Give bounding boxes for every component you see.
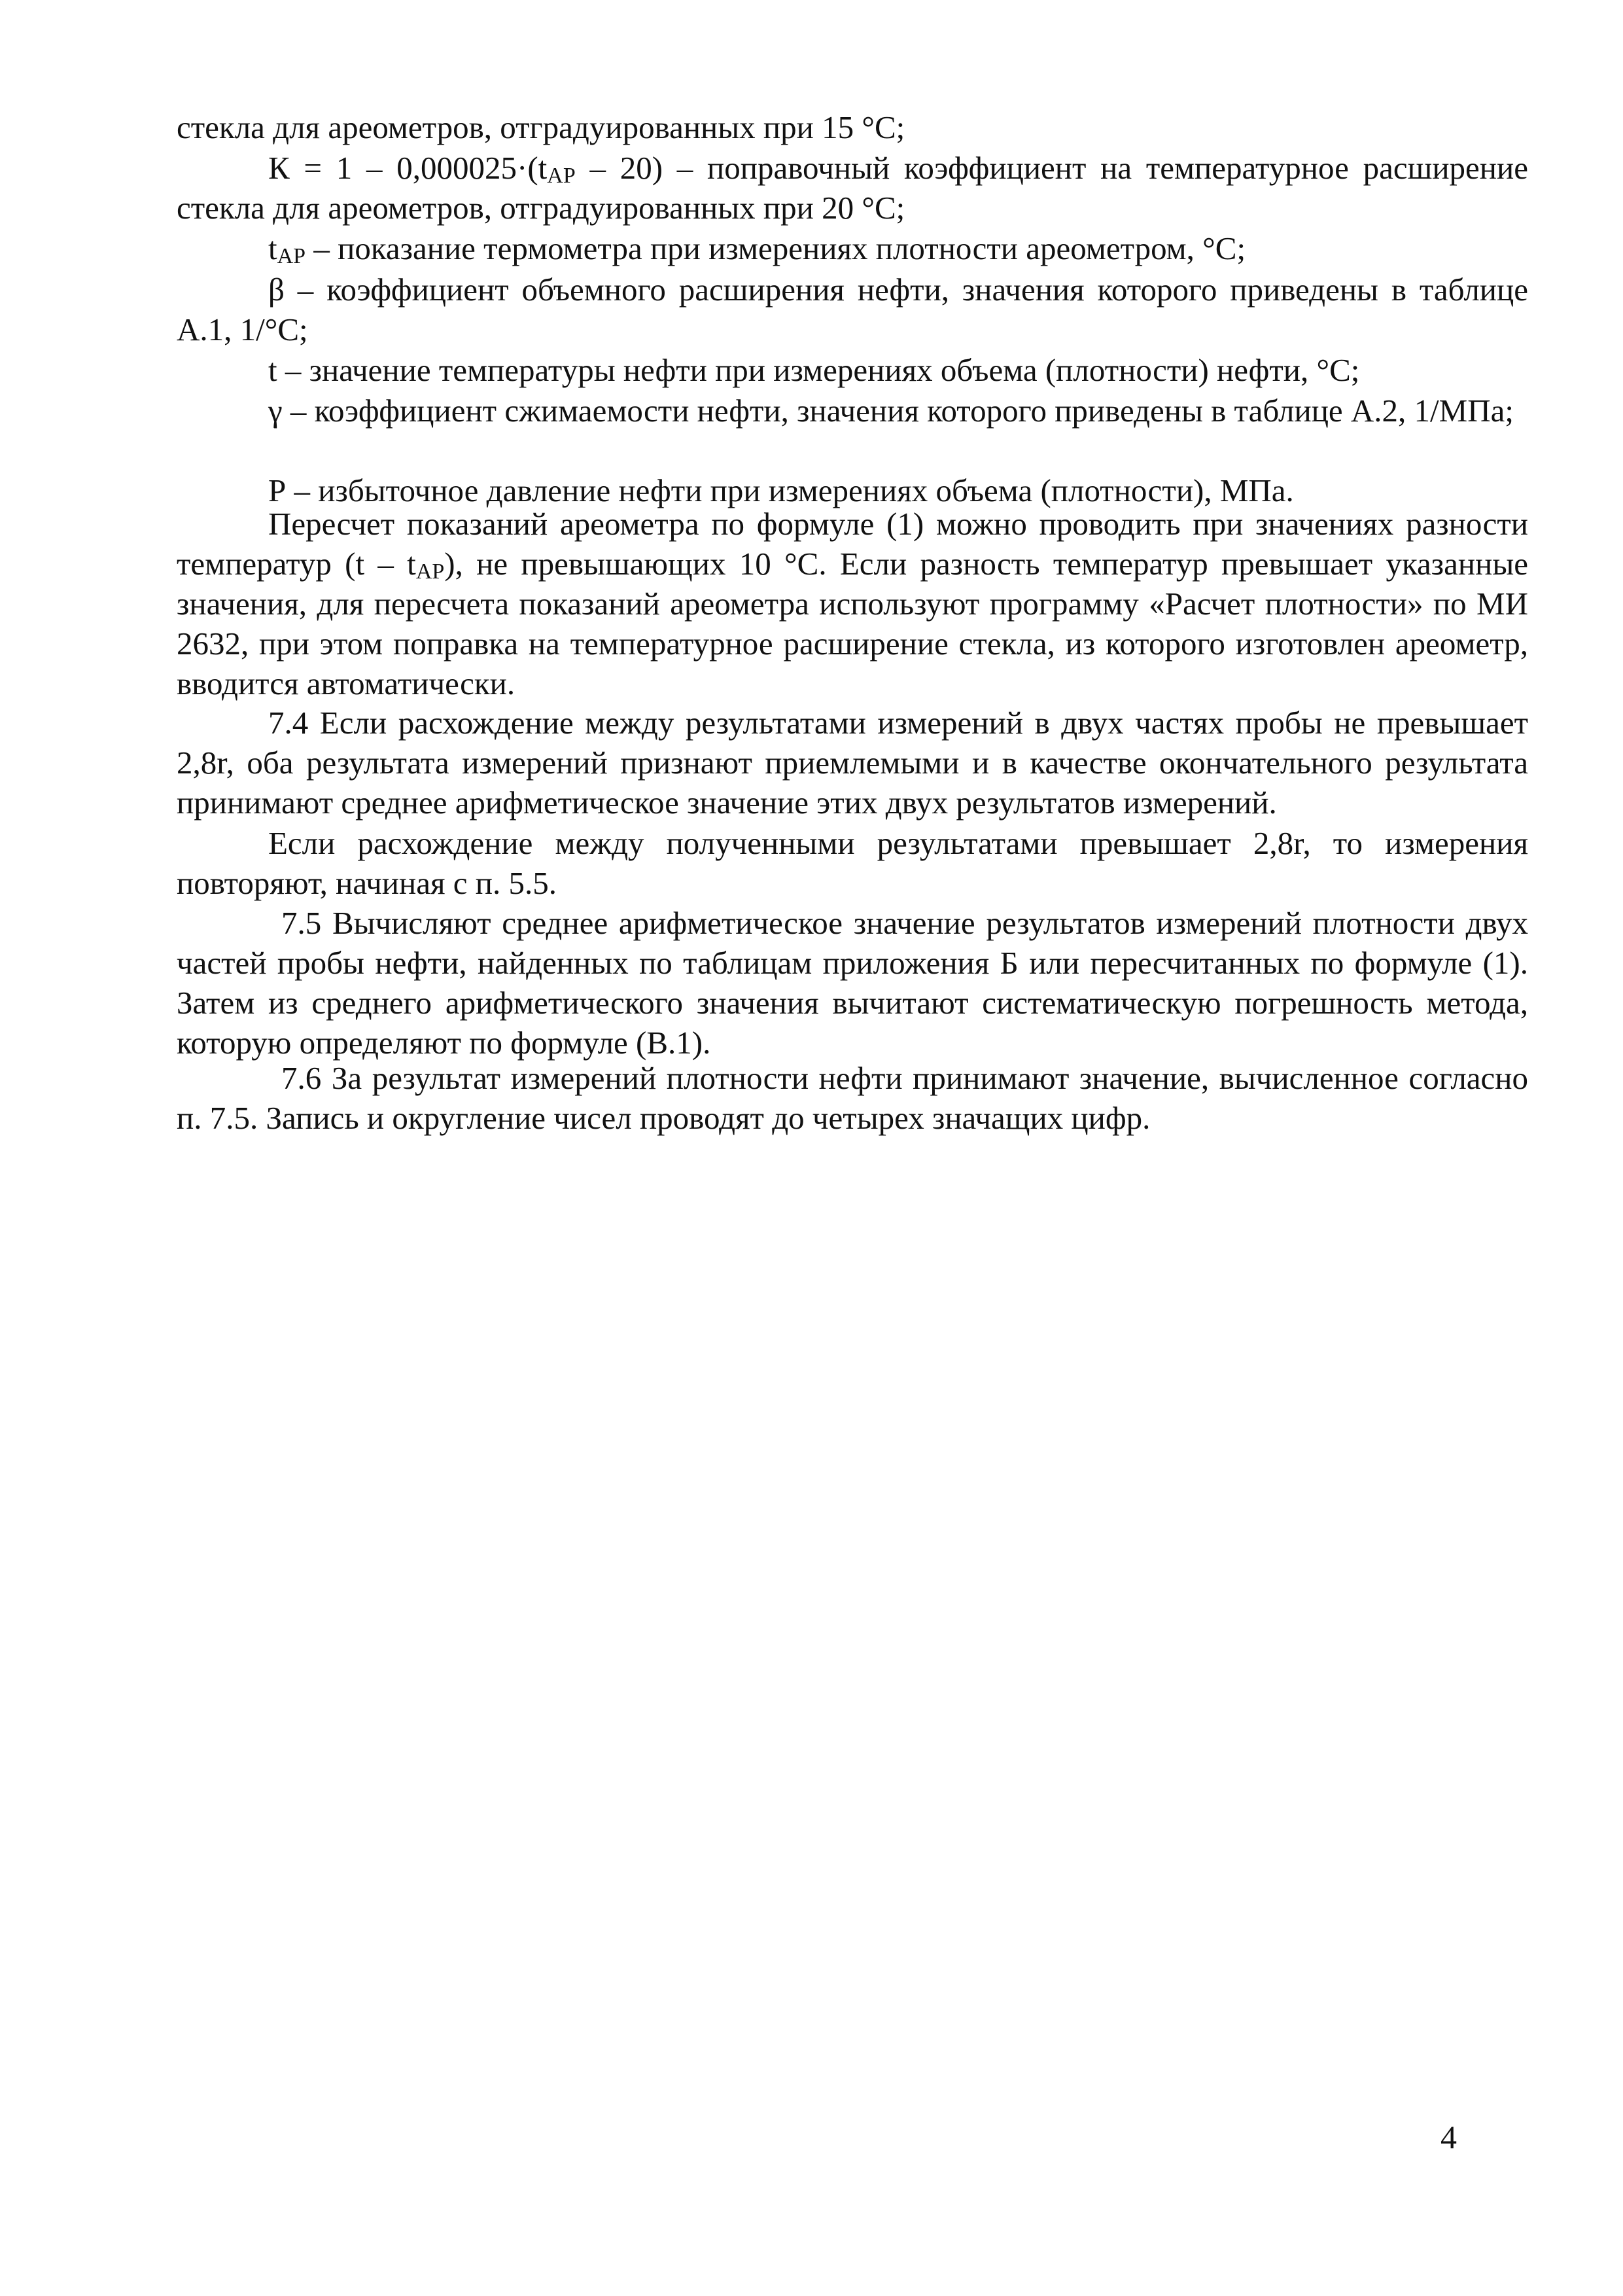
text-fragment: – показание термометра при измерениях плотности ареометром, °С;: [305, 230, 1246, 266]
paragraph-beta: β – коэффициент объемного расширения нефти, значения которого приведены в таблице А.1, 1/°С;: [177, 272, 1528, 347]
paragraph-gamma: γ – коэффициент сжимаемости нефти, значения которого приведены в таблице А.2, 1/МПа;: [268, 393, 1514, 429]
subscript: AP: [547, 164, 576, 188]
text-fragment: – 20) – поправочный коэффициент на температурное расширение стекла для ареометров, отградуированных при 20 °С;: [177, 150, 1528, 226]
paragraph-7-5: 7.5 Вычисляют среднее арифметическое значение результатов измерений плотности двух частей пробы нефти, найденных по таблицам приложения Б или пересчитанных по формуле (1). Затем из среднего арифметического значения вычитают систематическую погрешность метода, которую определяют по формуле (В.1).: [177, 905, 1528, 1061]
paragraph-pressure: Р – избыточное давление нефти при измерениях объема (плотности), МПа.: [268, 472, 1294, 508]
paragraph-tap: [177, 228, 1528, 268]
paragraph-t: t – значение температуры нефти при измерениях объема (плотности) нефти, °С;: [268, 352, 1360, 388]
subscript: AP: [277, 244, 306, 268]
paragraph-glass-15: стекла для ареометров, отградуированных при 15 °С;: [177, 109, 905, 145]
text-fragment: ), не превышающих 10 °С. Если разность температур превышает указанные значения, для пересчета показаний ареометра используют программу «Расчет плотности» по МИ 2632, при этом поправка на температурное расширение стекла, из которого изготовлен ареометр, вводится автоматически.: [177, 546, 1529, 701]
paragraph-recalc: [177, 504, 1528, 703]
text-fragment: К = 1 – 0,000025·(t: [268, 150, 548, 186]
page-number: 4: [1440, 2119, 1457, 2155]
paragraph-7-6: 7.6 За результат измерений плотности нефти принимают значение, вычисленное согласно п. 7.5. Запись и округление чисел проводят до четырех значащих цифр.: [177, 1060, 1528, 1136]
text-fragment: Пересчет показаний ареометра по формуле (1) можно проводить при значениях разности температур (t – t: [177, 506, 1528, 582]
paragraph-repeat: Если расхождение между полученными результатами превышает 2,8r, то измерения повторяют, начиная с п. 5.5.: [177, 825, 1528, 901]
subscript: AP: [415, 559, 445, 584]
paragraph-k-coefficient: [177, 148, 1528, 228]
text-fragment: t: [268, 230, 277, 266]
paragraph-7-4: 7.4 Если расхождение между результатами измерений в двух частях пробы не превышает 2,8r, оба результата измерений признают приемлемыми и в качестве окончательного результата принимают среднее арифметическое значение этих двух результатов измерений.: [177, 705, 1528, 821]
